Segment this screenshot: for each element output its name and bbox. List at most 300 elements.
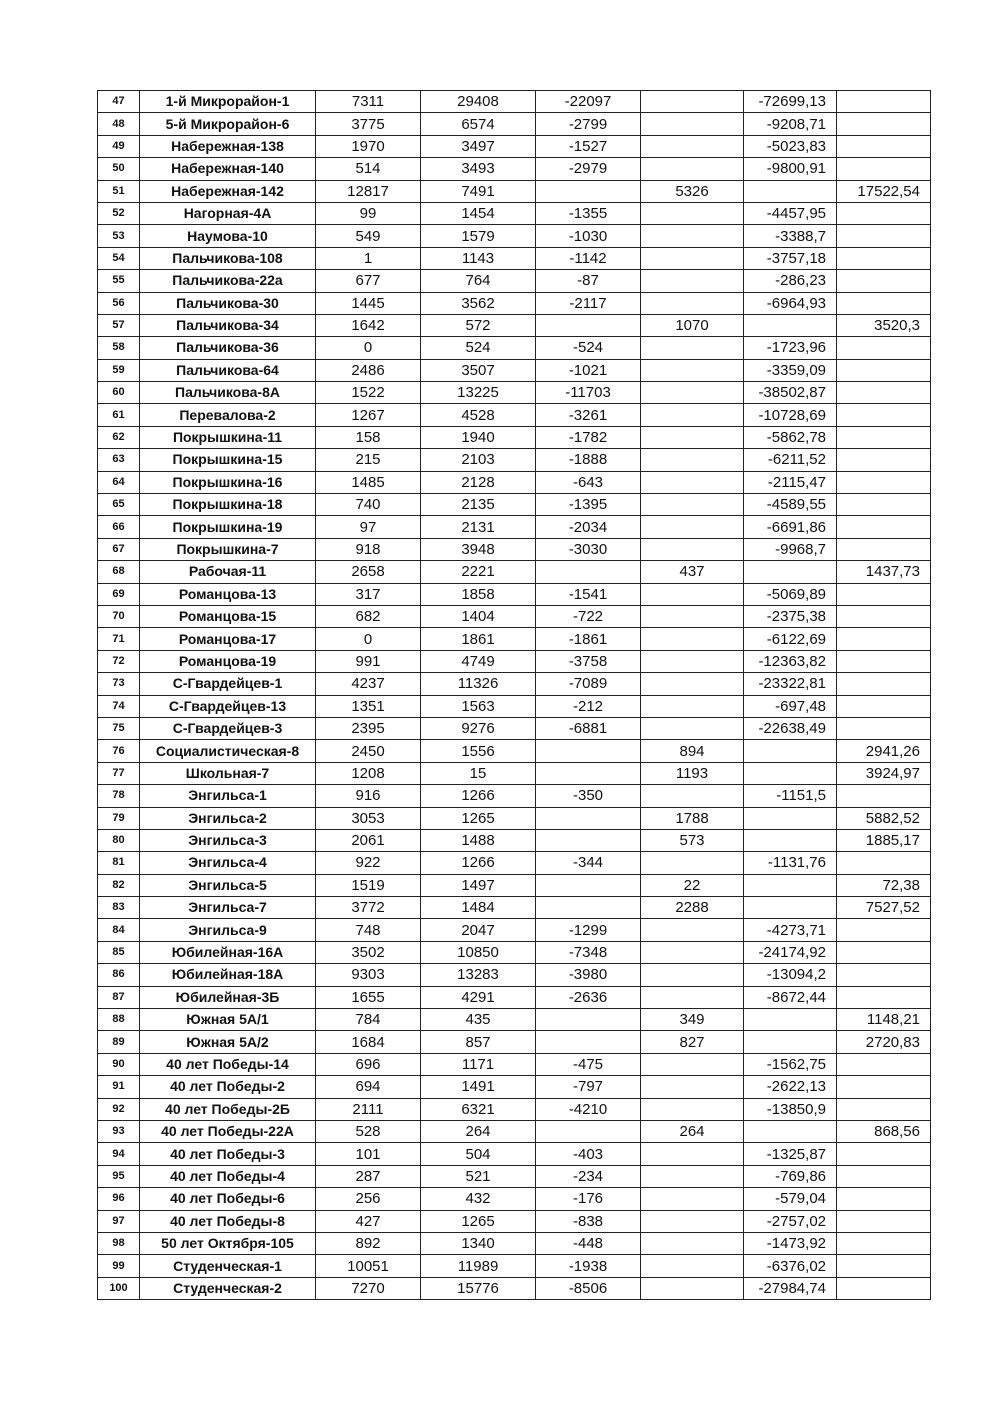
value-b-cell: 1940 xyxy=(421,426,536,448)
amount-negative-cell: -9968,7 xyxy=(744,538,837,560)
amount-positive-cell: 1437,73 xyxy=(837,561,931,583)
amount-positive-cell xyxy=(837,516,931,538)
value-b-cell: 1488 xyxy=(421,829,536,851)
table-row xyxy=(98,807,931,829)
amount-negative-cell: -3757,18 xyxy=(744,247,837,269)
difference-positive-cell: 1788 xyxy=(641,807,744,829)
difference-negative-cell xyxy=(536,314,641,336)
amount-negative-cell: -2115,47 xyxy=(744,471,837,493)
value-b-cell: 2047 xyxy=(421,919,536,941)
address-cell: 50 лет Октября-105 xyxy=(140,1232,316,1254)
value-a-cell: 922 xyxy=(316,852,421,874)
difference-positive-cell: 573 xyxy=(641,829,744,851)
row-number: 100 xyxy=(98,1277,140,1299)
amount-positive-cell xyxy=(837,292,931,314)
difference-positive-cell xyxy=(641,538,744,560)
difference-negative-cell: -22097 xyxy=(536,91,641,113)
value-b-cell: 3948 xyxy=(421,538,536,560)
value-a-cell: 1208 xyxy=(316,762,421,784)
difference-negative-cell: -1888 xyxy=(536,449,641,471)
difference-positive-cell xyxy=(641,964,744,986)
difference-negative-cell: -6881 xyxy=(536,717,641,739)
value-b-cell: 2128 xyxy=(421,471,536,493)
row-number: 80 xyxy=(98,829,140,851)
table-row xyxy=(98,762,931,784)
table-row xyxy=(98,1098,931,1120)
amount-positive-cell xyxy=(837,583,931,605)
value-b-cell: 1556 xyxy=(421,740,536,762)
difference-negative-cell: -3758 xyxy=(536,650,641,672)
difference-negative-cell xyxy=(536,561,641,583)
table-row xyxy=(98,1210,931,1232)
value-b-cell: 7491 xyxy=(421,180,536,202)
difference-positive-cell xyxy=(641,941,744,963)
difference-positive-cell xyxy=(641,292,744,314)
difference-negative-cell: -3030 xyxy=(536,538,641,560)
difference-negative-cell: -448 xyxy=(536,1232,641,1254)
row-number: 59 xyxy=(98,359,140,381)
value-b-cell: 1563 xyxy=(421,695,536,717)
address-cell: Романцова-19 xyxy=(140,650,316,672)
table-row xyxy=(98,382,931,404)
amount-negative-cell: -13094,2 xyxy=(744,964,837,986)
address-cell: Покрышкина-11 xyxy=(140,426,316,448)
value-a-cell: 514 xyxy=(316,158,421,180)
amount-positive-cell xyxy=(837,628,931,650)
amount-negative-cell: -5862,78 xyxy=(744,426,837,448)
row-number: 93 xyxy=(98,1120,140,1142)
amount-positive-cell: 1148,21 xyxy=(837,1009,931,1031)
value-a-cell: 2486 xyxy=(316,359,421,381)
amount-negative-cell: -1131,76 xyxy=(744,852,837,874)
table-row xyxy=(98,158,931,180)
difference-negative-cell: -524 xyxy=(536,337,641,359)
amount-negative-cell: -5023,83 xyxy=(744,135,837,157)
difference-negative-cell: -1142 xyxy=(536,247,641,269)
row-number: 69 xyxy=(98,583,140,605)
value-b-cell: 1497 xyxy=(421,874,536,896)
difference-positive-cell xyxy=(641,247,744,269)
table-row xyxy=(98,113,931,135)
value-b-cell: 15776 xyxy=(421,1277,536,1299)
difference-positive-cell xyxy=(641,270,744,292)
amount-positive-cell xyxy=(837,852,931,874)
address-cell: Романцова-15 xyxy=(140,605,316,627)
amount-positive-cell xyxy=(837,1188,931,1210)
table-row xyxy=(98,1053,931,1075)
value-a-cell: 4237 xyxy=(316,673,421,695)
difference-positive-cell: 264 xyxy=(641,1120,744,1142)
row-number: 90 xyxy=(98,1053,140,1075)
difference-negative-cell: -1030 xyxy=(536,225,641,247)
difference-positive-cell: 1070 xyxy=(641,314,744,336)
table-row xyxy=(98,471,931,493)
value-b-cell: 4749 xyxy=(421,650,536,672)
difference-positive-cell xyxy=(641,695,744,717)
address-cell: Набережная-140 xyxy=(140,158,316,180)
row-number: 78 xyxy=(98,785,140,807)
row-number: 47 xyxy=(98,91,140,113)
amount-negative-cell xyxy=(744,807,837,829)
value-a-cell: 256 xyxy=(316,1188,421,1210)
address-cell: 40 лет Победы-8 xyxy=(140,1210,316,1232)
value-a-cell: 682 xyxy=(316,605,421,627)
address-cell: Пальчикова-30 xyxy=(140,292,316,314)
address-cell: Покрышкина-16 xyxy=(140,471,316,493)
amount-negative-cell: -23322,81 xyxy=(744,673,837,695)
difference-positive-cell xyxy=(641,605,744,627)
table-row xyxy=(98,986,931,1008)
value-a-cell: 9303 xyxy=(316,964,421,986)
amount-positive-cell xyxy=(837,1277,931,1299)
difference-positive-cell xyxy=(641,583,744,605)
row-number: 60 xyxy=(98,382,140,404)
difference-negative-cell xyxy=(536,740,641,762)
table-row xyxy=(98,516,931,538)
value-b-cell: 13225 xyxy=(421,382,536,404)
table-row xyxy=(98,695,931,717)
amount-negative-cell: -22638,49 xyxy=(744,717,837,739)
value-b-cell: 1579 xyxy=(421,225,536,247)
amount-positive-cell: 17522,54 xyxy=(837,180,931,202)
amount-negative-cell: -9208,71 xyxy=(744,113,837,135)
table-row xyxy=(98,1009,931,1031)
value-a-cell: 158 xyxy=(316,426,421,448)
row-number: 85 xyxy=(98,941,140,963)
amount-positive-cell xyxy=(837,605,931,627)
difference-positive-cell xyxy=(641,1076,744,1098)
row-number: 70 xyxy=(98,605,140,627)
difference-positive-cell xyxy=(641,1098,744,1120)
value-b-cell: 1404 xyxy=(421,605,536,627)
amount-positive-cell: 1885,17 xyxy=(837,829,931,851)
amount-positive-cell xyxy=(837,1098,931,1120)
amount-negative-cell: -1325,87 xyxy=(744,1143,837,1165)
table-row xyxy=(98,1188,931,1210)
amount-positive-cell: 5882,52 xyxy=(837,807,931,829)
row-number: 67 xyxy=(98,538,140,560)
address-cell: Энгильса-3 xyxy=(140,829,316,851)
amount-negative-cell xyxy=(744,829,837,851)
table-row xyxy=(98,717,931,739)
table-body xyxy=(98,91,931,1300)
difference-positive-cell xyxy=(641,1165,744,1187)
difference-positive-cell xyxy=(641,673,744,695)
difference-negative-cell: -1395 xyxy=(536,494,641,516)
difference-positive-cell: 349 xyxy=(641,1009,744,1031)
address-cell: Пальчикова-108 xyxy=(140,247,316,269)
value-b-cell: 1266 xyxy=(421,852,536,874)
difference-negative-cell: -403 xyxy=(536,1143,641,1165)
difference-negative-cell xyxy=(536,762,641,784)
amount-positive-cell: 7527,52 xyxy=(837,897,931,919)
address-cell: Романцова-17 xyxy=(140,628,316,650)
difference-negative-cell: -350 xyxy=(536,785,641,807)
value-b-cell: 11326 xyxy=(421,673,536,695)
amount-positive-cell xyxy=(837,1165,931,1187)
difference-negative-cell: -2117 xyxy=(536,292,641,314)
address-cell: Пальчикова-34 xyxy=(140,314,316,336)
difference-negative-cell xyxy=(536,807,641,829)
value-a-cell: 2395 xyxy=(316,717,421,739)
value-b-cell: 435 xyxy=(421,1009,536,1031)
difference-positive-cell xyxy=(641,337,744,359)
amount-negative-cell xyxy=(744,180,837,202)
difference-negative-cell: -3980 xyxy=(536,964,641,986)
table-row xyxy=(98,740,931,762)
difference-negative-cell: -643 xyxy=(536,471,641,493)
difference-positive-cell xyxy=(641,1143,744,1165)
amount-negative-cell: -4457,95 xyxy=(744,202,837,224)
amount-positive-cell xyxy=(837,337,931,359)
address-cell: Юбилейная-18А xyxy=(140,964,316,986)
row-number: 73 xyxy=(98,673,140,695)
address-cell: Нагорная-4А xyxy=(140,202,316,224)
difference-negative-cell: -475 xyxy=(536,1053,641,1075)
value-a-cell: 1519 xyxy=(316,874,421,896)
value-b-cell: 1858 xyxy=(421,583,536,605)
difference-negative-cell: -7089 xyxy=(536,673,641,695)
table-row xyxy=(98,1277,931,1299)
address-cell: Энгильса-1 xyxy=(140,785,316,807)
value-b-cell: 2135 xyxy=(421,494,536,516)
difference-positive-cell xyxy=(641,113,744,135)
row-number: 54 xyxy=(98,247,140,269)
table-row xyxy=(98,785,931,807)
address-cell: Энгильса-5 xyxy=(140,874,316,896)
amount-negative-cell xyxy=(744,874,837,896)
difference-negative-cell: -1938 xyxy=(536,1255,641,1277)
table-row xyxy=(98,1031,931,1053)
value-a-cell: 287 xyxy=(316,1165,421,1187)
difference-negative-cell xyxy=(536,829,641,851)
address-cell: Южная 5А/1 xyxy=(140,1009,316,1031)
amount-positive-cell xyxy=(837,717,931,739)
value-b-cell: 4528 xyxy=(421,404,536,426)
address-cell: Энгильса-9 xyxy=(140,919,316,941)
row-number: 79 xyxy=(98,807,140,829)
amount-negative-cell: -4273,71 xyxy=(744,919,837,941)
difference-negative-cell: -87 xyxy=(536,270,641,292)
address-cell: Набережная-138 xyxy=(140,135,316,157)
difference-negative-cell: -344 xyxy=(536,852,641,874)
difference-negative-cell xyxy=(536,1009,641,1031)
table-row xyxy=(98,1165,931,1187)
difference-positive-cell xyxy=(641,135,744,157)
row-number: 81 xyxy=(98,852,140,874)
amount-positive-cell xyxy=(837,135,931,157)
amount-positive-cell xyxy=(837,785,931,807)
value-b-cell: 1266 xyxy=(421,785,536,807)
address-cell: 5-й Микрорайон-6 xyxy=(140,113,316,135)
address-cell: Пальчикова-22а xyxy=(140,270,316,292)
value-b-cell: 504 xyxy=(421,1143,536,1165)
address-cell: Социалистическая-8 xyxy=(140,740,316,762)
amount-positive-cell xyxy=(837,1076,931,1098)
address-cell: Пальчикова-64 xyxy=(140,359,316,381)
row-number: 49 xyxy=(98,135,140,157)
row-number: 66 xyxy=(98,516,140,538)
value-b-cell: 524 xyxy=(421,337,536,359)
table-row xyxy=(98,135,931,157)
difference-negative-cell: -1861 xyxy=(536,628,641,650)
amount-negative-cell: -10728,69 xyxy=(744,404,837,426)
row-number: 65 xyxy=(98,494,140,516)
value-a-cell: 101 xyxy=(316,1143,421,1165)
amount-positive-cell xyxy=(837,449,931,471)
difference-positive-cell: 437 xyxy=(641,561,744,583)
amount-positive-cell xyxy=(837,494,931,516)
address-cell: 40 лет Победы-2 xyxy=(140,1076,316,1098)
amount-positive-cell xyxy=(837,359,931,381)
amount-positive-cell xyxy=(837,247,931,269)
address-cell: Энгильса-7 xyxy=(140,897,316,919)
table-row xyxy=(98,494,931,516)
table-row xyxy=(98,91,931,113)
value-b-cell: 264 xyxy=(421,1120,536,1142)
value-a-cell: 1485 xyxy=(316,471,421,493)
difference-positive-cell xyxy=(641,426,744,448)
address-cell: Студенческая-2 xyxy=(140,1277,316,1299)
value-a-cell: 1445 xyxy=(316,292,421,314)
amount-negative-cell: -13850,9 xyxy=(744,1098,837,1120)
amount-negative-cell: -2622,13 xyxy=(744,1076,837,1098)
amount-negative-cell xyxy=(744,1120,837,1142)
amount-negative-cell: -27984,74 xyxy=(744,1277,837,1299)
row-number: 75 xyxy=(98,717,140,739)
row-number: 68 xyxy=(98,561,140,583)
row-number: 89 xyxy=(98,1031,140,1053)
amount-positive-cell xyxy=(837,202,931,224)
address-cell: 40 лет Победы-2Б xyxy=(140,1098,316,1120)
value-a-cell: 0 xyxy=(316,628,421,650)
row-number: 61 xyxy=(98,404,140,426)
value-a-cell: 991 xyxy=(316,650,421,672)
difference-positive-cell xyxy=(641,650,744,672)
value-b-cell: 3497 xyxy=(421,135,536,157)
address-cell: Рабочая-11 xyxy=(140,561,316,583)
value-a-cell: 99 xyxy=(316,202,421,224)
table-row xyxy=(98,964,931,986)
address-cell: Покрышкина-19 xyxy=(140,516,316,538)
difference-positive-cell: 1193 xyxy=(641,762,744,784)
difference-negative-cell: -212 xyxy=(536,695,641,717)
table-row xyxy=(98,1076,931,1098)
amount-positive-cell xyxy=(837,404,931,426)
row-number: 50 xyxy=(98,158,140,180)
difference-negative-cell xyxy=(536,180,641,202)
difference-positive-cell xyxy=(641,382,744,404)
table-row xyxy=(98,605,931,627)
value-a-cell: 696 xyxy=(316,1053,421,1075)
difference-positive-cell xyxy=(641,1277,744,1299)
value-a-cell: 3775 xyxy=(316,113,421,135)
amount-negative-cell: -6376,02 xyxy=(744,1255,837,1277)
value-b-cell: 2221 xyxy=(421,561,536,583)
amount-negative-cell xyxy=(744,1009,837,1031)
address-cell: 40 лет Победы-22А xyxy=(140,1120,316,1142)
value-a-cell: 97 xyxy=(316,516,421,538)
value-a-cell: 1684 xyxy=(316,1031,421,1053)
row-number: 71 xyxy=(98,628,140,650)
value-b-cell: 10850 xyxy=(421,941,536,963)
difference-negative-cell: -8506 xyxy=(536,1277,641,1299)
value-b-cell: 2103 xyxy=(421,449,536,471)
amount-negative-cell: -38502,87 xyxy=(744,382,837,404)
value-a-cell: 918 xyxy=(316,538,421,560)
row-number: 98 xyxy=(98,1232,140,1254)
difference-positive-cell xyxy=(641,785,744,807)
difference-positive-cell xyxy=(641,717,744,739)
difference-positive-cell xyxy=(641,919,744,941)
row-number: 97 xyxy=(98,1210,140,1232)
row-number: 87 xyxy=(98,986,140,1008)
value-b-cell: 9276 xyxy=(421,717,536,739)
value-b-cell: 2131 xyxy=(421,516,536,538)
value-b-cell: 1861 xyxy=(421,628,536,650)
value-a-cell: 694 xyxy=(316,1076,421,1098)
value-b-cell: 1484 xyxy=(421,897,536,919)
amount-positive-cell xyxy=(837,964,931,986)
address-cell: 40 лет Победы-6 xyxy=(140,1188,316,1210)
value-a-cell: 3502 xyxy=(316,941,421,963)
amount-positive-cell xyxy=(837,113,931,135)
table-row xyxy=(98,897,931,919)
value-b-cell: 3562 xyxy=(421,292,536,314)
value-a-cell: 892 xyxy=(316,1232,421,1254)
row-number: 62 xyxy=(98,426,140,448)
difference-positive-cell xyxy=(641,516,744,538)
value-b-cell: 4291 xyxy=(421,986,536,1008)
address-cell: Юбилейная-16А xyxy=(140,941,316,963)
amount-negative-cell xyxy=(744,740,837,762)
row-number: 96 xyxy=(98,1188,140,1210)
value-b-cell: 764 xyxy=(421,270,536,292)
difference-negative-cell: -2799 xyxy=(536,113,641,135)
table-row xyxy=(98,314,931,336)
difference-positive-cell xyxy=(641,1053,744,1075)
difference-positive-cell xyxy=(641,1210,744,1232)
value-a-cell: 1522 xyxy=(316,382,421,404)
address-cell: Пальчикова-36 xyxy=(140,337,316,359)
value-a-cell: 1351 xyxy=(316,695,421,717)
value-b-cell: 1491 xyxy=(421,1076,536,1098)
difference-negative-cell: -234 xyxy=(536,1165,641,1187)
amount-negative-cell: -6691,86 xyxy=(744,516,837,538)
difference-negative-cell: -1021 xyxy=(536,359,641,381)
row-number: 88 xyxy=(98,1009,140,1031)
difference-negative-cell: -3261 xyxy=(536,404,641,426)
value-a-cell: 1970 xyxy=(316,135,421,157)
value-b-cell: 29408 xyxy=(421,91,536,113)
table-row xyxy=(98,919,931,941)
amount-positive-cell xyxy=(837,270,931,292)
row-number: 72 xyxy=(98,650,140,672)
table-row xyxy=(98,404,931,426)
value-b-cell: 1340 xyxy=(421,1232,536,1254)
value-a-cell: 1267 xyxy=(316,404,421,426)
difference-positive-cell: 894 xyxy=(641,740,744,762)
amount-positive-cell xyxy=(837,941,931,963)
table-row xyxy=(98,1120,931,1142)
amount-positive-cell xyxy=(837,158,931,180)
value-a-cell: 1655 xyxy=(316,986,421,1008)
value-b-cell: 1265 xyxy=(421,807,536,829)
value-a-cell: 916 xyxy=(316,785,421,807)
difference-negative-cell: -7348 xyxy=(536,941,641,963)
amount-positive-cell xyxy=(837,382,931,404)
difference-negative-cell xyxy=(536,874,641,896)
